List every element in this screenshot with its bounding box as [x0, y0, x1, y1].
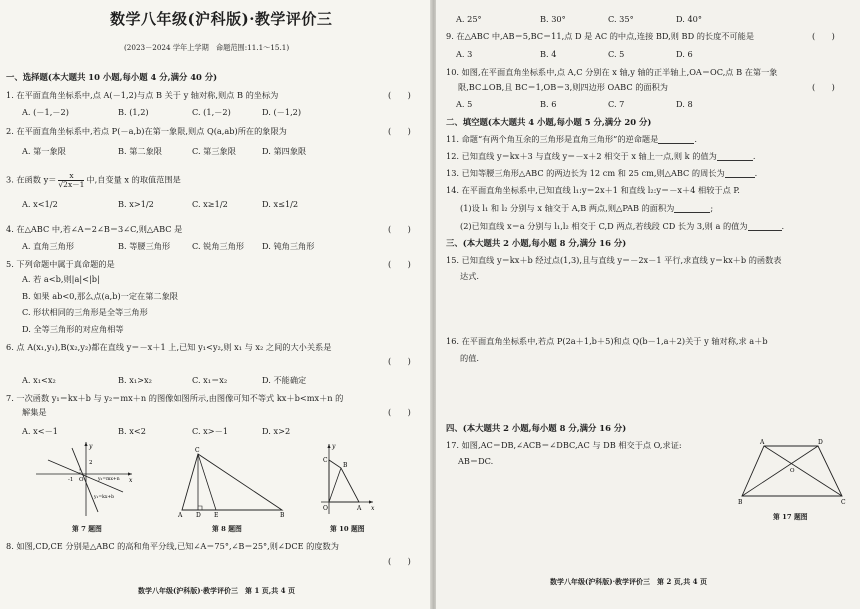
- question-14: 14. 在平面直角坐标系中,已知直线 l₁:y＝2x＋1 和直线 l₂:y＝－x＋4 相较于点 P.: [446, 185, 740, 195]
- question-5: 5. 下列命题中属于真命题的是: [6, 259, 115, 269]
- answer-paren: ( ): [388, 407, 411, 417]
- option: D. (－1,2): [262, 107, 302, 117]
- answer-blank: [674, 204, 710, 213]
- option: A. x<1/2: [22, 199, 58, 209]
- question-text: 12. 已知直线 y＝kx＋3 与直线 y＝－x＋2 相交于 x 轴上一点,则 k 的值为: [446, 151, 717, 161]
- question-10: 10. 如图,在平面直角坐标系中,点 A,C 分别在 x 轴,y 轴的正半轴上,OA＝OC,点 B 在第一象: [446, 67, 778, 77]
- question-17-cont: AB＝DC.: [458, 456, 494, 466]
- triangle-abc: [182, 454, 282, 510]
- right-angle-mark: [198, 506, 202, 510]
- option: A. x<－1: [22, 426, 58, 436]
- option: D. 不能确定: [262, 375, 307, 385]
- question-1: 1. 在平面直角坐标系中,点 A(－1,2)与点 B 关于 y 轴对称,则点 B 的坐标为: [6, 90, 279, 100]
- answer-paren: ( ): [812, 31, 835, 41]
- fraction: [58, 172, 84, 189]
- option: C. (1,－2): [192, 107, 231, 117]
- option: D. 8: [676, 99, 693, 109]
- option: A. (－1,－2): [22, 107, 69, 117]
- fraction-denominator: √2x－1: [58, 180, 85, 189]
- tick-label-2: 2: [89, 460, 93, 466]
- question-text: (1)设 l₁ 和 l₂ 分别与 x 轴交于 A,B 两点,则△PAB 的面积为: [460, 203, 675, 213]
- answer-blank: [658, 135, 694, 144]
- option: A. 3: [456, 49, 473, 59]
- answer-paren: ( ): [812, 82, 835, 92]
- option: B. x<2: [118, 426, 146, 436]
- question-10-cont: 限,BC⊥OB,且 BC＝1,OB＝3,则四边形 OABC 的面积为: [458, 82, 668, 92]
- question-9: 9. 在△ABC 中,AB＝5,BC＝11,点 D 是 AC 的中点,连接 BD,则 BD 的长度不可能是: [446, 31, 755, 41]
- option: C. 5: [608, 49, 625, 59]
- section-heading-4: 四、(本大题共 2 小题,每小题 8 分,满分 16 分): [446, 423, 627, 433]
- question-17: 17. 如图,AC＝DB,∠ACB＝∠DBC,AC 与 DB 相交于点 O,求证:: [446, 440, 682, 450]
- answer-paren: ( ): [388, 90, 411, 100]
- vertex-label-d: D: [818, 439, 823, 446]
- vertex-label-b: B: [280, 512, 285, 519]
- vertex-label-a: A: [178, 512, 183, 519]
- question-text: 11. 命题“有两个角互余的三角形是直角三角形”的逆命题是: [446, 134, 659, 144]
- vertex-label-c: C: [323, 457, 328, 464]
- figure-10-caption: 第 10 题图: [330, 525, 365, 533]
- axis-label-x: x: [129, 477, 133, 484]
- series-label-y2: y₂=mx+n: [98, 477, 120, 482]
- q3-lead: 3. 在函数 y＝: [6, 174, 57, 185]
- question-6: 6. 点 A(x₁,y₁),B(x₂,y₂)都在直线 y＝－x＋1 上,已知 y₁<y₂,则 x₁ 与 x₂ 之间的大小关系是: [6, 342, 332, 352]
- point-label-e: E: [214, 512, 219, 519]
- axis-label-y: y: [89, 443, 93, 450]
- option: A. 若 a<b,则|a|<|b|: [22, 274, 100, 284]
- option: D. 6: [676, 49, 693, 59]
- line-y2: [48, 460, 123, 492]
- bisector-ce: [198, 454, 216, 510]
- figure-7-graph: [28, 440, 138, 518]
- option: C. x≥1/2: [192, 199, 228, 209]
- question-text: (2)已知直线 x＝a 分别与 l₁,l₂ 相交于 C,D 两点,若线段 CD 长为 3,则 a 的值为: [460, 221, 748, 231]
- answer-paren: ( ): [388, 224, 411, 234]
- x-axis-arrow: [128, 472, 132, 475]
- answer-paren: ( ): [388, 126, 411, 136]
- option: A. x₁<x₂: [22, 375, 56, 385]
- page-footer: 数学八年级(沪科版)·教学评价三 第 2 页,共 4 页: [550, 577, 707, 586]
- question-text: 13. 已知等腰三角形△ABC 的两边长为 12 cm 和 25 cm,则△ABC 的周长为: [446, 168, 725, 178]
- option: C. x₁＝x₂: [192, 375, 228, 385]
- question-12: 12. 已知直线 y＝kx＋3 与直线 y＝－x＋2 相交于 x 轴上一点,则 k 的值为 .: [446, 151, 756, 161]
- figure-10-graph: [315, 440, 377, 518]
- option: D. x>2: [262, 426, 291, 436]
- answer-blank: [725, 169, 755, 178]
- question-7: 7. 一次函数 y₁＝kx＋b 与 y₂＝mx＋n 的图像如图所示,由图像可知不等式 kx＋b<mx＋n 的: [6, 393, 344, 403]
- vertex-label-a: A: [357, 505, 362, 512]
- figure-17-trapezoid: [738, 440, 848, 506]
- option: B. x₁>x₂: [118, 375, 152, 385]
- question-16-cont: 的值.: [460, 353, 479, 363]
- option: A. 5: [456, 99, 473, 109]
- option: D. 40°: [676, 14, 702, 24]
- question-15-cont: 达式.: [460, 271, 479, 281]
- point-label-d: D: [196, 512, 201, 519]
- figure-8-triangle: [170, 448, 290, 518]
- option: A. 直角三角形: [22, 241, 75, 251]
- question-11: 11. 命题“有两个角互余的三角形是直角三角形”的逆命题是 .: [446, 134, 697, 144]
- segment-ob: [329, 468, 341, 502]
- option: B. 如果 ab<0,那么点(a,b)一定在第二象限: [22, 291, 178, 301]
- option: C. 锐角三角形: [192, 241, 245, 251]
- origin-label: O: [79, 477, 84, 483]
- option: B. 4: [540, 49, 557, 59]
- vertex-label-b: B: [738, 499, 743, 506]
- figure-7-caption: 第 7 题图: [72, 525, 102, 533]
- option: C. 形状相同的三角形是全等三角形: [22, 307, 148, 317]
- origin-label: O: [323, 505, 328, 512]
- page-subtitle: (2023－2024 学年上学期 命题范围:11.1～15.1): [124, 43, 290, 52]
- option: D. x≤1/2: [262, 199, 299, 209]
- option: B. 6: [540, 99, 557, 109]
- answer-paren: ( ): [388, 259, 411, 269]
- section-heading-fill: 二、填空题(本大题共 4 小题,每小题 5 分,满分 20 分): [446, 117, 652, 127]
- tick-label-neg1: -1: [68, 477, 74, 483]
- option: A. 第一象限: [22, 146, 66, 156]
- question-3: [6, 172, 181, 189]
- question-7-cont: 解集是: [22, 407, 47, 417]
- option: C. x>－1: [192, 426, 229, 436]
- question-4: 4. 在△ABC 中,若∠A＝2∠B＝3∠C,则△ABC 是: [6, 224, 183, 234]
- question-13: 13. 已知等腰三角形△ABC 的两边长为 12 cm 和 25 cm,则△ABC 的周长为 .: [446, 168, 758, 178]
- section-heading-choice: 一、选择题(本大题共 10 小题,每小题 4 分,满分 40 分): [6, 72, 218, 82]
- question-14-part2: (2)已知直线 x＝a 分别与 l₁,l₂ 相交于 C,D 两点,若线段 CD 长为 3,则 a 的值为 .: [460, 221, 785, 231]
- question-15: 15. 已知直线 y＝kx＋b 经过点(1,3),且与直线 y＝－2x－1 平行,求直线 y＝kx＋b 的函数表: [446, 255, 782, 265]
- answer-paren: ( ): [388, 356, 411, 366]
- vertex-label-a: A: [760, 439, 765, 446]
- exam-page-2: [436, 0, 860, 609]
- figure-17-caption: 第 17 题图: [773, 513, 808, 521]
- vertex-label-b: B: [343, 462, 348, 469]
- option: D. 钝角三角形: [262, 241, 315, 251]
- point-label-o: O: [790, 468, 795, 474]
- option: D. 全等三角形的对应角相等: [22, 324, 124, 334]
- option: B. 等腰三角形: [118, 241, 171, 251]
- axis-label-x: x: [371, 505, 375, 512]
- question-14-part1: (1)设 l₁ 和 l₂ 分别与 x 轴交于 A,B 两点,则△PAB 的面积为 ;: [460, 203, 714, 213]
- vertex-label-c: C: [195, 447, 200, 454]
- y-axis-arrow: [84, 442, 87, 446]
- figure-8-caption: 第 8 题图: [212, 525, 242, 533]
- option: B. 第二象限: [118, 146, 162, 156]
- axis-label-y: y: [332, 443, 336, 450]
- page-footer: 数学八年级(沪科版)·教学评价三 第 1 页,共 4 页: [138, 586, 295, 595]
- option: C. 35°: [608, 14, 634, 24]
- series-label-y1: y₁=kx+b: [94, 495, 115, 500]
- question-2: 2. 在平面直角坐标系中,若点 P(－a,b)在第一象限,则点 Q(a,ab)所在的象限为: [6, 126, 287, 136]
- answer-paren: ( ): [388, 556, 411, 566]
- vertex-label-c: C: [841, 499, 846, 506]
- option: B. (1,2): [118, 107, 149, 117]
- question-16: 16. 在平面直角坐标系中,若点 P(2a＋1,b＋5)和点 Q(b－1,a＋2)关于 y 轴对称,求 a＋b: [446, 336, 768, 346]
- option: C. 7: [608, 99, 625, 109]
- answer-blank: [748, 222, 782, 231]
- answer-blank: [717, 152, 753, 161]
- x-axis-arrow: [369, 500, 373, 503]
- q3-tail: 中,自变量 x 的取值范围是: [86, 174, 181, 185]
- section-heading-3: 三、(本大题共 2 小题,每小题 8 分,满分 16 分): [446, 238, 627, 248]
- option: C. 第三象限: [192, 146, 236, 156]
- y-axis-arrow: [327, 444, 330, 448]
- option: A. 25°: [456, 14, 482, 24]
- option: B. x>1/2: [118, 199, 154, 209]
- option: D. 第四象限: [262, 146, 307, 156]
- option: B. 30°: [540, 14, 566, 24]
- page-title: 数学八年级(沪科版)·教学评价三: [110, 10, 333, 28]
- question-8: 8. 如图,CD,CE 分别是△ABC 的高和角平分线,已知∠A＝75°,∠B＝25°,则∠DCE 的度数为: [6, 541, 339, 551]
- fraction-numerator: x: [58, 172, 84, 181]
